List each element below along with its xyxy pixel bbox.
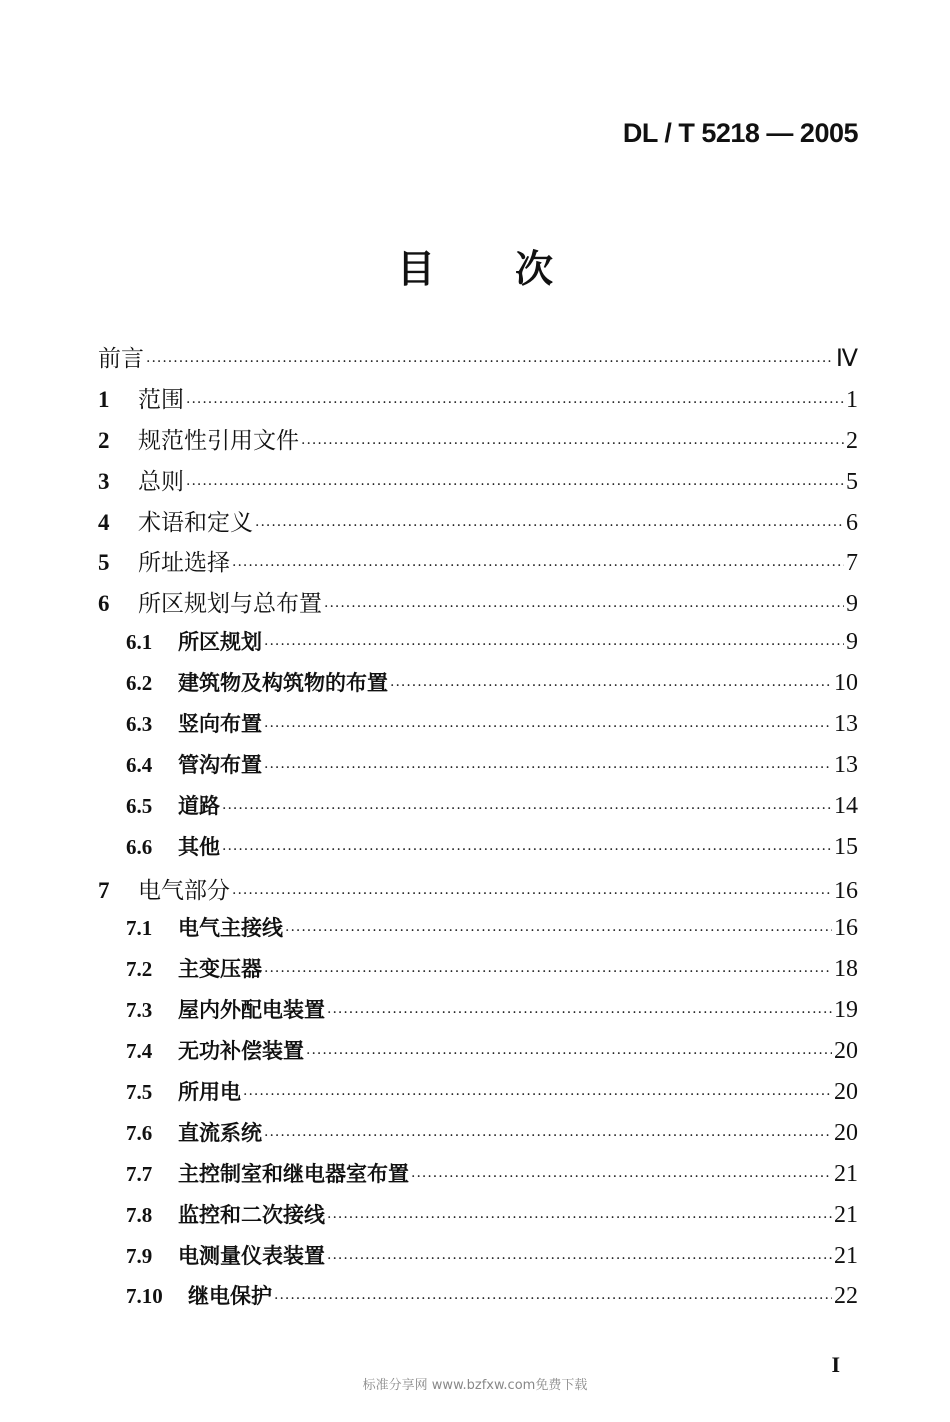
toc-entry[interactable] bbox=[98, 1199, 858, 1240]
toc-leader-dots bbox=[232, 886, 832, 902]
toc-leader-dots bbox=[232, 558, 844, 574]
toc-entry-page: 9 bbox=[846, 629, 858, 656]
toc-entry[interactable] bbox=[98, 831, 858, 872]
toc-entry-number: 7.1 bbox=[126, 916, 153, 941]
toc-entry[interactable] bbox=[98, 953, 858, 994]
toc-leader-dots bbox=[243, 1087, 832, 1103]
toc-entry-page: 7 bbox=[846, 550, 858, 577]
toc-entry-page: 13 bbox=[834, 751, 858, 778]
toc-entry[interactable] bbox=[98, 1280, 858, 1321]
watermark: 标准分享网 www.bzfxw.com免费下载 bbox=[362, 1378, 588, 1393]
toc-leader-dots bbox=[255, 518, 844, 534]
toc-entry-page: 9 bbox=[846, 591, 858, 618]
toc-entry[interactable] bbox=[98, 708, 858, 749]
toc-entry-number: 3 bbox=[98, 468, 110, 494]
toc-leader-dots bbox=[327, 1210, 832, 1226]
toc-leader-dots bbox=[285, 923, 832, 939]
table-of-contents bbox=[98, 340, 858, 1321]
toc-entry-label: 所区规划与总布置 bbox=[138, 591, 322, 618]
toc-entry[interactable] bbox=[98, 749, 858, 790]
toc-entry-label: 规范性引用文件 bbox=[138, 427, 299, 454]
toc-entry-page: 16 bbox=[834, 877, 858, 904]
toc-entry-label: 电气部分 bbox=[138, 877, 230, 904]
toc-entry-page: 20 bbox=[834, 1119, 858, 1146]
toc-entry-label: 所用电 bbox=[178, 1080, 241, 1105]
toc-entry[interactable] bbox=[98, 1076, 858, 1117]
toc-entry-page: 14 bbox=[834, 792, 858, 819]
toc-entry-label: 道路 bbox=[178, 793, 220, 818]
toc-entry-page: 16 bbox=[834, 915, 858, 942]
toc-leader-dots bbox=[324, 599, 844, 615]
toc-entry-page: 19 bbox=[834, 997, 858, 1024]
toc-leader-dots bbox=[264, 719, 832, 735]
toc-entry-number: 7.7 bbox=[126, 1161, 153, 1186]
toc-leader-dots bbox=[306, 1046, 832, 1062]
toc-leader-dots bbox=[186, 395, 844, 411]
page-title bbox=[0, 238, 950, 293]
toc-leader-dots bbox=[222, 842, 832, 858]
toc-entry-label: 主变压器 bbox=[178, 957, 262, 982]
toc-entry-number: 7.8 bbox=[126, 1202, 153, 1227]
toc-entry-page: 21 bbox=[834, 1201, 858, 1228]
toc-entry-number: 7.9 bbox=[126, 1243, 153, 1268]
toc-entry-page: 5 bbox=[846, 468, 858, 495]
toc-entry-page: 6 bbox=[846, 509, 858, 536]
toc-leader-dots bbox=[222, 801, 832, 817]
toc-entry[interactable] bbox=[98, 585, 858, 626]
toc-entry-number: 7 bbox=[98, 877, 110, 903]
toc-leader-dots bbox=[327, 1005, 832, 1021]
toc-entry-page: Ⅳ bbox=[835, 346, 858, 372]
toc-entry-label: 主控制室和继电器室布置 bbox=[178, 1161, 409, 1186]
toc-entry-number: 6.6 bbox=[126, 834, 153, 859]
toc-entry-label: 建筑物及构筑物的布置 bbox=[178, 671, 388, 696]
toc-entry[interactable] bbox=[98, 422, 858, 463]
toc-entry-page: 1 bbox=[846, 386, 858, 413]
toc-entry-label: 监控和二次接线 bbox=[178, 1202, 325, 1227]
toc-entry-label: 继电保护 bbox=[188, 1284, 272, 1309]
toc-leader-dots bbox=[264, 760, 832, 776]
toc-entry-label: 管沟布置 bbox=[178, 752, 262, 777]
toc-entry-label: 术语和定义 bbox=[138, 509, 253, 536]
toc-entry-number: 7.6 bbox=[126, 1120, 153, 1145]
toc-entry[interactable] bbox=[98, 790, 858, 831]
toc-entry[interactable] bbox=[98, 504, 858, 545]
toc-entry-page: 22 bbox=[834, 1283, 858, 1310]
toc-leader-dots bbox=[327, 1251, 832, 1267]
toc-entry[interactable] bbox=[98, 1240, 858, 1281]
toc-entry-number: 6 bbox=[98, 591, 110, 617]
toc-entry-label: 电气主接线 bbox=[178, 916, 283, 941]
toc-entry[interactable] bbox=[98, 872, 858, 913]
toc-entry[interactable] bbox=[98, 463, 858, 504]
toc-entry-label: 其他 bbox=[178, 834, 220, 859]
toc-entry-page: 13 bbox=[834, 711, 858, 738]
toc-entry-page: 2 bbox=[846, 427, 858, 454]
toc-leader-dots bbox=[264, 964, 832, 980]
toc-entry-label: 屋内外配电装置 bbox=[178, 998, 325, 1023]
toc-entry-number: 7.10 bbox=[126, 1284, 163, 1309]
toc-entry-page: 20 bbox=[834, 1079, 858, 1106]
toc-entry-label: 无功补偿装置 bbox=[178, 1039, 304, 1064]
toc-entry-page: 15 bbox=[834, 833, 858, 860]
toc-entry[interactable] bbox=[98, 381, 858, 422]
toc-leader-dots bbox=[146, 354, 834, 370]
toc-entry-page: 21 bbox=[834, 1242, 858, 1269]
toc-entry[interactable] bbox=[98, 994, 858, 1035]
toc-entry-number: 6.5 bbox=[126, 793, 153, 818]
toc-entry-label: 直流系统 bbox=[178, 1120, 262, 1145]
toc-entry-page: 18 bbox=[834, 956, 858, 983]
document-code: DL / T 5218 — 2005 bbox=[622, 118, 858, 148]
page-number: I bbox=[831, 1352, 840, 1377]
toc-entry-label: 范围 bbox=[138, 386, 184, 413]
toc-entry[interactable] bbox=[98, 1117, 858, 1158]
title-char-2: 次 bbox=[515, 247, 554, 291]
toc-entry-number: 6.2 bbox=[126, 671, 153, 696]
title-char-1: 目 bbox=[396, 247, 435, 291]
toc-entry-number: 2 bbox=[98, 427, 110, 453]
toc-leader-dots bbox=[264, 1128, 832, 1144]
toc-entry-page: 10 bbox=[834, 670, 858, 697]
toc-entry-number: 6.4 bbox=[126, 752, 153, 777]
toc-entry-number: 7.4 bbox=[126, 1039, 153, 1064]
toc-entry-label: 前言 bbox=[98, 346, 144, 372]
toc-leader-dots bbox=[274, 1291, 832, 1307]
toc-entry-label: 所区规划 bbox=[178, 630, 262, 655]
toc-leader-dots bbox=[390, 678, 832, 694]
toc-entry-page: 21 bbox=[834, 1160, 858, 1187]
toc-leader-dots bbox=[186, 477, 844, 493]
toc-entry-number: 4 bbox=[98, 509, 110, 535]
toc-leader-dots bbox=[411, 1169, 832, 1185]
toc-entry-label: 所址选择 bbox=[138, 550, 230, 577]
toc-entry[interactable] bbox=[98, 544, 858, 585]
toc-entry-label: 电测量仪表装置 bbox=[178, 1243, 325, 1268]
toc-entry-page: 20 bbox=[834, 1038, 858, 1065]
toc-entry[interactable] bbox=[98, 626, 858, 667]
toc-entry-number: 6.1 bbox=[126, 630, 153, 655]
toc-entry[interactable] bbox=[98, 340, 858, 381]
toc-entry-number: 5 bbox=[98, 550, 110, 576]
toc-entry-label: 总则 bbox=[138, 468, 184, 495]
toc-leader-dots bbox=[301, 436, 844, 452]
toc-entry[interactable] bbox=[98, 1158, 858, 1199]
toc-entry-number: 7.3 bbox=[126, 998, 153, 1023]
toc-entry-number: 7.5 bbox=[126, 1080, 153, 1105]
toc-leader-dots bbox=[264, 637, 844, 653]
toc-entry[interactable] bbox=[98, 667, 858, 708]
toc-entry-number: 7.2 bbox=[126, 957, 153, 982]
toc-entry-number: 1 bbox=[98, 386, 110, 412]
toc-entry[interactable] bbox=[98, 1035, 858, 1076]
toc-entry[interactable] bbox=[98, 912, 858, 953]
toc-entry-number: 6.3 bbox=[126, 712, 153, 737]
toc-entry-label: 竖向布置 bbox=[178, 712, 262, 737]
